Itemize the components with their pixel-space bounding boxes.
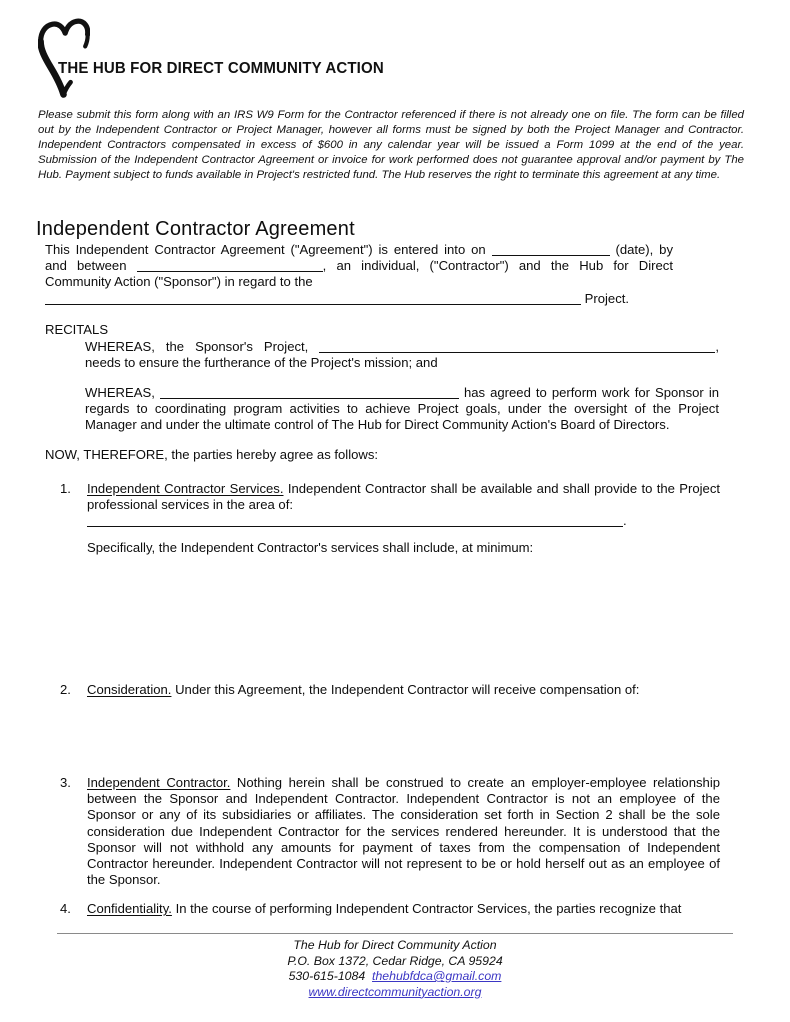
clause-independent-contractor-services (60, 481, 720, 530)
clause-4-text (87, 901, 736, 917)
recital-whereas-1 (85, 339, 719, 371)
contractor-name-blank-field[interactable] (137, 259, 323, 272)
clause-1-number: 1. (60, 481, 71, 496)
footer-address: P.O. Box 1372, Cedar Ridge, CA 95924 (287, 953, 503, 968)
clause-3-number: 3. (60, 775, 71, 790)
clause-independent-contractor (60, 775, 720, 888)
clause-4-body: In the course of performing Independent Contractor Services, the parties recognize that (175, 901, 682, 916)
footer-phone: 530-615-1084 (288, 969, 366, 984)
recitals-heading: RECITALS (45, 322, 109, 337)
opening-text-part4: Project. (584, 290, 630, 306)
clause-3-body: Nothing herein shall be construed to create an employer-employee relationship between the Sponsor and Independent Contractor. Independent Contractor is not an employee of the Sponsor or any of its subsidiaries or affiliates. The consideration set forth in Section 2 shall be the sole consideration due Independent Contractor for the services rendered hereunder. It is understood that the Sponsor will not withhold any amounts for payment of taxes from the compensation of Independent Contractor hereunder. Independent Contractor will not represent to be or hold herself out as an employee of the Sponsor. (87, 775, 721, 888)
clause-1-text (87, 481, 720, 530)
clause-1-body: Independent Contractor shall be available and shall provide to the Project professional services in the area of: (87, 481, 721, 513)
footer-org-name: The Hub for Direct Community Action (293, 938, 497, 952)
clause-1-term: Independent Contractor Services. (87, 481, 284, 496)
clause-3-term: Independent Contractor. (87, 775, 231, 790)
clause-3-text (87, 775, 720, 888)
contractor-party-blank-field[interactable] (160, 386, 459, 399)
clause-2-number: 2. (60, 682, 71, 697)
whereas-1-tail: , needs to ensure the furtherance of the Project's mission; and (85, 339, 719, 371)
opening-text-part1: This Independent Contractor Agreement ("Agreement") is entered into on (45, 242, 486, 257)
whereas-2-tail: has agreed to perform work for Sponsor in regards to coordinating program activities to achieve Project goals, under the oversight of the Project Manager and under the ultimate control of The Hub for Direct Community Action's Board of Directors. (85, 385, 720, 433)
now-therefore-statement: NOW, THEREFORE, the parties hereby agree as follows: (45, 447, 379, 462)
page-title: Independent Contractor Agreement (36, 218, 355, 241)
project-name-blank-field[interactable] (45, 292, 581, 305)
opening-text-part2: (date), by and between (45, 242, 674, 274)
clause-consideration (60, 682, 720, 698)
submission-instructions: Please submit this form along with an IRS W9 Form for the Contractor referenced if there is not already one on file. The form can be filled out by the Independent Contractor or Project Manager, however all forms must be signed by both the Project Manager and Contractor. Independent Contractors compensated in excess of $600 in any calendar year will be issued a Form 1099 at the end of the year. Submission of the Independent Contractor Agreement or invoice for work performed does not guarantee approval and/or payment by The Hub. Payment subject to funds available in Project's restricted fund. The Hub reserves the right to terminate this agreement at any time. (38, 109, 744, 182)
footer-divider (57, 933, 733, 934)
clause-2-text (87, 682, 720, 698)
footer-website-line (0, 985, 790, 1001)
whereas-2-lead: WHEREAS, (85, 385, 155, 400)
sponsor-project-blank-field[interactable] (319, 340, 715, 353)
organization-logo (38, 16, 458, 100)
clause-4-number: 4. (60, 901, 71, 916)
organization-name: THE HUB FOR DIRECT COMMUNITY ACTION (58, 60, 384, 77)
recital-whereas-2 (85, 385, 719, 434)
opening-text-part3: , an individual, ("Contractor") and the Hub for Direct Community Action ("Sponsor") in regard to the (45, 258, 673, 290)
clause-2-body: Under this Agreement, the Independent Contractor will receive compensation of: (175, 682, 640, 697)
whereas-1-lead: WHEREAS, the Sponsor's Project, (85, 339, 309, 354)
footer-email-link[interactable]: thehubfdca@gmail.com (372, 969, 502, 984)
page-footer (0, 938, 790, 1000)
services-minimum-note: Specifically, the Independent Contractor's services shall include, at minimum: (87, 540, 534, 555)
agreement-opening-paragraph (45, 242, 673, 307)
date-blank-field[interactable] (492, 243, 610, 256)
clause-1-body-tail: . (623, 513, 627, 529)
footer-contact-line (0, 969, 790, 985)
clause-confidentiality (60, 901, 736, 917)
clause-4-term: Confidentiality. (87, 901, 172, 916)
clause-2-term: Consideration. (87, 682, 172, 697)
service-area-blank-field[interactable] (87, 514, 623, 527)
heart-icon (38, 16, 90, 98)
footer-website-link[interactable]: www.directcommunityaction.org (308, 984, 482, 999)
